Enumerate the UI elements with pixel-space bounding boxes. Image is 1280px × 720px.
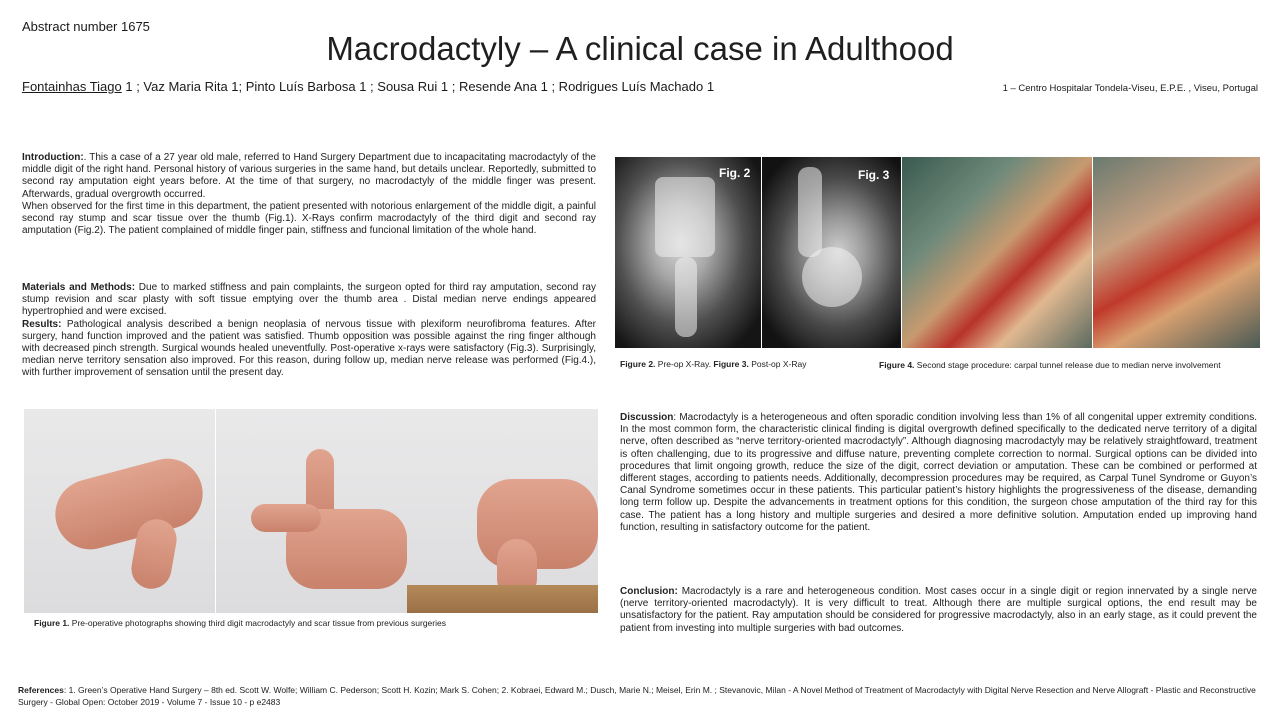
references-text: : 1. Green’s Operative Hand Surgery – 8th ed. Scott W. Wolfe; William C. Pederson; Scott H. Kozin; Mark S. Cohen; 2. Kobraei, Edward M.; Dusch, Marie N.; Meisel, Erin M. ; Stevanovic, Milan - A Novel Method of Treatment of Macrodactyly with Digital Nerve Resection and Nerve Allograft - Plastic and Reconstructive Surgery - Global Open: October 2019 - Volume 7 - Issue 10 - p e2483 [18, 685, 1256, 707]
methods-text: Due to marked stiffness and pain complaints, the surgeon opted for third ray amputation, second ray stump revision and scar plasty with soft tissue emptying over the thumb area . Distal median nerve endings appeared hypertrophied and were excised. [22, 282, 596, 318]
discussion-heading: Discussion [620, 412, 674, 423]
discussion-section [620, 412, 1257, 534]
conclusion-section [620, 586, 1257, 635]
methods-heading: Materials and Methods: [22, 282, 136, 293]
discussion-text: : Macrodactyly is a heterogeneous and often sporadic condition involving less than 1% of all congenital upper extremity conditions. In the most common form, the characteristic clinical finding is digital overgrowth defined specifically to the dedicated nerve territory of a digital nerve, often described as “nerve territory-oriented macrodactyly”. Although diagnosing macrodactyly may be relatively straightfoward, treatment is often challenging, due to its progressive and diffuse nature, preventing complete correction to normal. Surgical options can be divided into procedures that limit ongoing growth, reduce the size of the digit, correct deviation or amputation. These can be combined or performed at different stages, according to patients needs. Additionally, decompression procedures may be required, as Carpal Tunel Syndrome or Guyon’s Canal Syndrome sometimes occur in these patients. This particular patient’s history highlights the progressiveness of the disease, demanding long term follow up. Despite the advancements in treatment options for this condition, the surgeon chose amputation of the third ray for this case. The patient has a long history and multiple surgeries and desired a more definitive solution. Amputation ended up improving hand function, resulting in satisfactory outcome for the patient. [620, 412, 1257, 533]
results-text: Pathological analysis described a benign neoplasia of nervous tissue with plexiform neurofibroma features. After surgery, hand function improved and the patient was satisfied. Thumb opposition was possible against the ring finger although with decreased pinch strength. Surgical wounds healed uneventfully. Post-operative x-rays were satisfactory (Fig.3). Surprisingly, median nerve territory sensation also improved. For this reason, during follow up, median nerve release was performed (Fig.4.), with further improvement of sensation until the present day. [22, 318, 596, 379]
poster-title: Macrodactyly – A clinical case in Adulthood [326, 30, 954, 67]
introduction-heading: Introduction: [22, 152, 84, 163]
conclusion-text: Macrodactyly is a rare and heterogeneous condition. Most cases occur in a single digit or region innervated by a single nerve (nerve territory-oriented macrodactyly). It is very difficult to treat. Although there are multiple surgical options, the end result may be unsatisfactory for the patient. Ray amputation should be considered for progressive macrodactyly, also in an early stage, as it could prevent the patient from investing into multiple surgeries with bad outcomes. [620, 586, 1257, 634]
other-authors: 1 ; Vaz Maria Rita 1; Pinto Luís Barbosa 1 ; Sousa Rui 1 ; Resende Ana 1 ; Rodrigues Luís Machado 1 [121, 79, 715, 94]
abstract-number: Abstract number 1675 [22, 19, 150, 34]
references-heading: References [18, 685, 64, 695]
methods-section [22, 282, 596, 380]
fig1-caption: Figure 1. Pre-operative photographs showing third digit macrodactyly and scar tissue from previous surgeries [34, 618, 446, 628]
fig4-caption: Figure 4. Second stage procedure: carpal tunnel release due to median nerve involvement [879, 360, 1221, 370]
fig4-surgery-image-2 [1093, 157, 1260, 348]
fig2-3-caption: Figure 2. Pre-op X-Ray. Figure 3. Post-op X-Ray [620, 359, 807, 369]
fig1-photo-2 [216, 409, 407, 613]
results-heading: Results: [22, 318, 62, 330]
introduction-text-2: When observed for the first time in this department, the patient presented with notorious enlargement of the middle digit, a painful second ray stump and scar tissue over the thumb (Fig.1). X-Rays confirm macrodactyly of the third digit and second ray amputation (Fig.2). The patient complained of middle finger pain, stiffness and funcional limitation of the whole hand. [22, 200, 596, 237]
author-list [22, 79, 714, 94]
affiliation: 1 – Centro Hospitalar Tondela-Viseu, E.P.E. , Viseu, Portugal [1002, 83, 1258, 94]
references-section [18, 685, 1258, 708]
introduction-text: . This a case of a 27 year old male, referred to Hand Surgery Department due to incapacitating macrodactyly of the middle digit of the right hand. Personal history of various surgeries in the same hand, but details unclear. Reportedly, submitted to second ray amputation eight years before. At the time of that surgery, no macrodactyly of the middle finger was present. Afterwards, gradual overgrowth occurred. [22, 152, 596, 200]
introduction-section [22, 152, 596, 237]
fig2-xray-image [615, 157, 761, 348]
fig3-xray-image [762, 157, 901, 348]
fig2-label: Fig. 2 [719, 166, 751, 180]
fig1-photo-3 [407, 409, 598, 613]
fig4-surgery-image-1 [902, 157, 1092, 348]
fig3-label: Fig. 3 [858, 168, 890, 182]
first-author: Fontainhas Tiago [22, 79, 122, 94]
conclusion-heading: Conclusion: [620, 586, 678, 597]
fig1-photo-1 [24, 409, 215, 613]
